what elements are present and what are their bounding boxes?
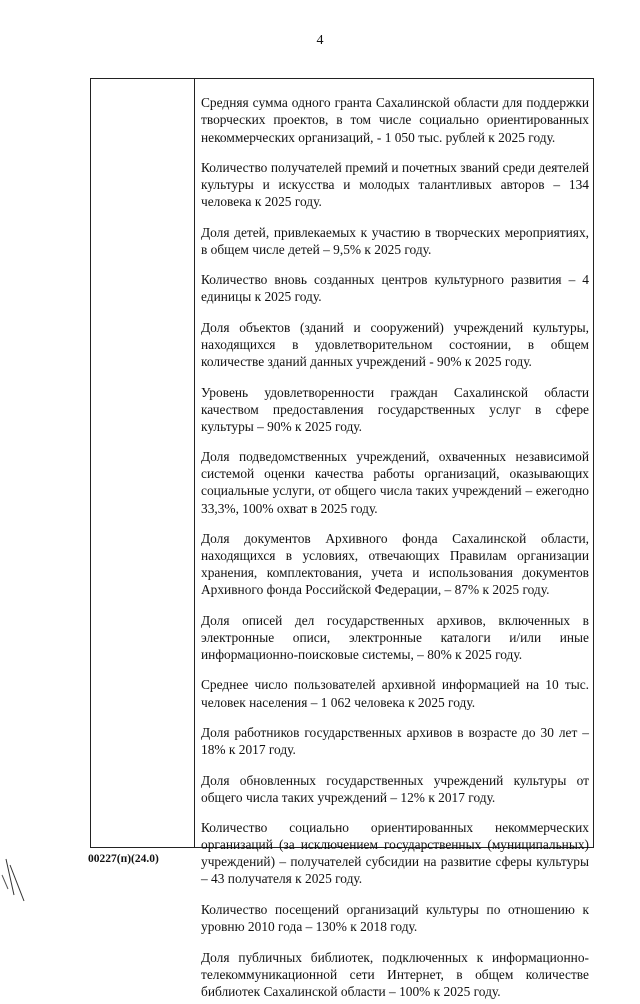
indicator-entry: Количество получателей премий и почетных званий среди деятелей культуры и искусства и молодых талантливых авторов – 134 человека к 2025 году. xyxy=(201,160,589,210)
indicator-entry: Доля подведомственных учреждений, охваченных независимой системой оценки качества работы организаций, оказывающих социальные услуги, от общего числа таких учреждений – ежегодно 33,3%, 100% охват в 2025 году. xyxy=(201,449,589,516)
indicator-entry: Количество вновь созданных центров культурного развития – 4 единицы к 2025 году. xyxy=(201,272,589,305)
scan-mark xyxy=(0,855,30,905)
indicator-entry: Количество социально ориентированных некоммерческих организаций (за исключением государственных (муниципальных) учреждений) – получателей субсидии на развитие сферы культуры – 43 получателя к 2025 году. xyxy=(201,820,589,887)
indicator-entry: Доля детей, привлекаемых к участию в творческих мероприятиях, в общем числе детей – 9,5% к 2025 году. xyxy=(201,224,589,257)
column-divider xyxy=(194,79,195,847)
indicators-cell xyxy=(201,81,589,1004)
indicator-entry: Среднее число пользователей архивной информацией на 10 тыс. человек населения – 1 062 человека к 2025 году. xyxy=(201,677,589,710)
indicator-entry: Количество посещений организаций культуры по отношению к уровню 2010 года – 130% к 2018 году. xyxy=(201,901,589,935)
page-number: 4 xyxy=(316,33,324,48)
document-code: 00227(п)(24.0) xyxy=(88,853,159,865)
indicator-entry: Доля документов Архивного фонда Сахалинской области, находящихся в условиях, отвечающих Правилам организации хранения, комплектования, учета и использования документов Архивного фонда Российской Федерации, – 87% к 2025 году. xyxy=(201,531,589,598)
indicator-entry: Средняя сумма одного гранта Сахалинской области для поддержки творческих проектов, в том числе социально ориентированных некоммерческих организаций, - 1 050 тыс. рублей к 2025 году. xyxy=(201,95,589,145)
indicator-entry: Доля описей дел государственных архивов, включенных в электронные описи, электронные каталоги и/или иные информационно-поисковые системы, – 80% к 2025 году. xyxy=(201,612,589,662)
indicator-entry: Доля обновленных государственных учреждений культуры от общего числа таких учреждений – 12% к 2017 году. xyxy=(201,772,589,805)
indicator-entry: Доля работников государственных архивов в возрасте до 30 лет – 18% к 2017 году. xyxy=(201,725,589,758)
indicator-entry: Доля объектов (зданий и сооружений) учреждений культуры, находящихся в удовлетворительном состоянии, в общем количестве зданий данных учреждений - 90% к 2025 году. xyxy=(201,319,589,370)
indicator-entry: Доля публичных библиотек, подключенных к информационно-телекоммуникационной сети Интернет, в общем количестве библиотек Сахалинской области – 100% к 2025 году. xyxy=(201,949,589,999)
indicator-entry: Уровень удовлетворенности граждан Сахалинской области качеством предоставления государственных услуг в сфере культуры – 90% к 2025 году. xyxy=(201,384,589,434)
